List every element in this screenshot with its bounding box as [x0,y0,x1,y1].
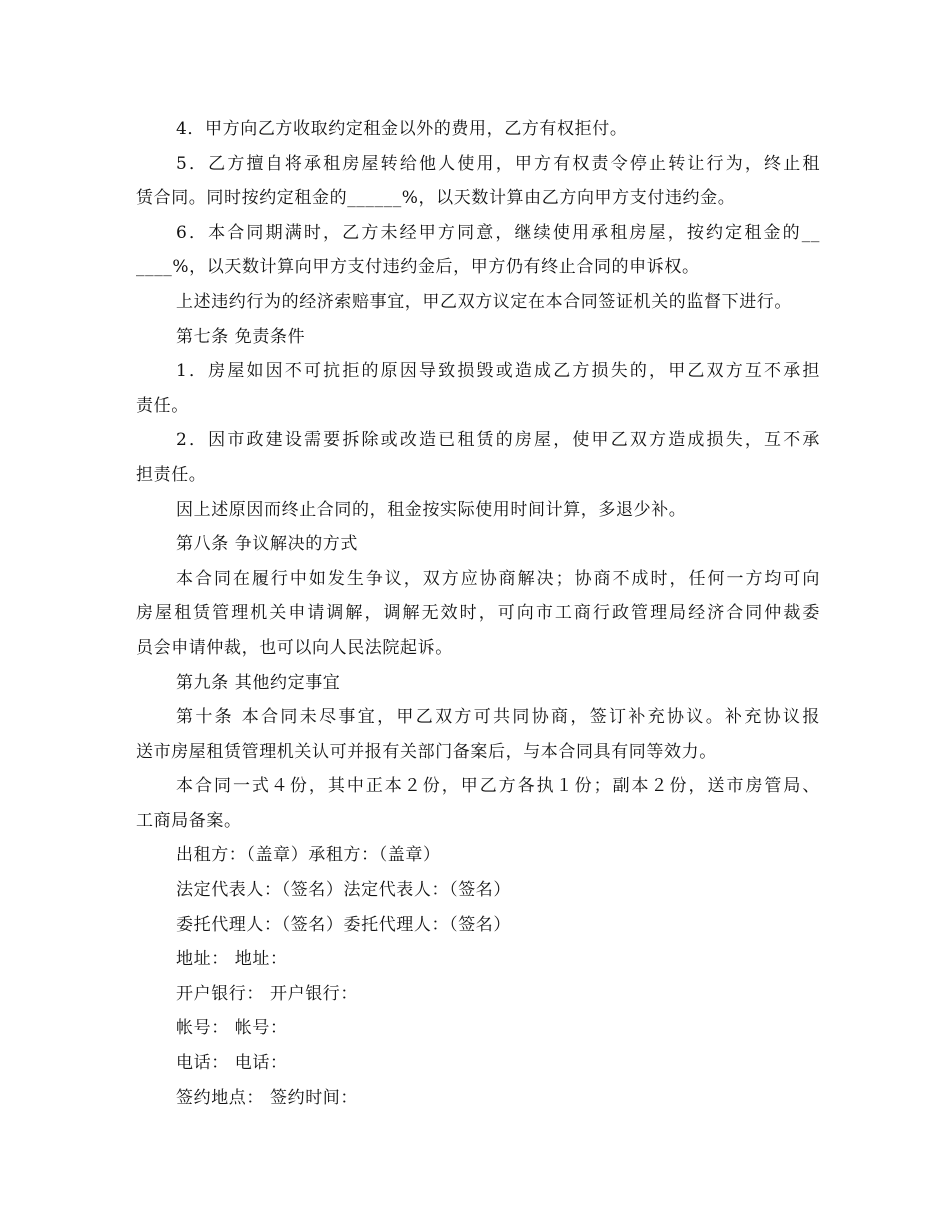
text-line: 电话： 电话： [176,1053,288,1074]
text-line: 本合同在履行中如发生争议，双方应协商解决；协商不成时，任何一方均可向 [176,568,820,589]
text-line: 上述违约行为的经济索赔事宜，甲乙双方议定在本合同签证机关的监督下进行。 [176,291,792,312]
text-line: 2．因市政建设需要拆除或改造已租赁的房屋，使甲乙双方造成损失，互不承 [176,430,820,451]
text-line: ____%，以天数计算向甲方支付违约金后，甲方仍有终止合同的申诉权。 [136,257,700,278]
text-line: 第八条 争议解决的方式 [176,534,359,555]
text-line: 出租方：（盖章）承租方：（盖章） [176,845,441,866]
text-line: 帐号： 帐号： [176,1018,288,1039]
text-line: 地址： 地址： [176,949,288,970]
text-line: 第十条 本合同未尽事宜，甲乙双方可共同协商，签订补充协议。补充协议报 [176,707,820,728]
text-line: 5．乙方擅自将承租房屋转给他人使用，甲方有权责令停止转让行为，终止租 [176,153,820,174]
text-line: 担责任。 [136,464,207,485]
text-line: 6．本合同期满时，乙方未经甲方同意，继续使用承租房屋，按约定租金的__ [176,222,820,243]
text-line: 1．房屋如因不可抗拒的原因导致损毁或造成乙方损失的，甲乙双方互不承担 [176,361,820,382]
text-line: 4．甲方向乙方收取约定租金以外的费用，乙方有权拒付。 [176,119,628,139]
text-line: 开户银行： 开户银行： [176,983,359,1004]
text-line: 委托代理人：（签名）委托代理人：（签名） [176,914,511,935]
text-line: 因上述原因而终止合同的，租金按实际使用时间计算，多退少补。 [176,499,687,520]
contract-text-body [136,112,820,1115]
text-line: 本合同一式４份，其中正本２份，甲乙方各执１份；副本２份，送市房管局、 [176,776,820,797]
text-line: 工商局备案。 [136,810,242,831]
text-line: 法定代表人：（签名）法定代表人：（签名） [176,880,511,901]
text-line: 签约地点： 签约时间： [176,1087,359,1108]
text-line: 员会申请仲裁，也可以向人民法院起诉。 [136,637,453,658]
text-line: 赁合同。同时按约定租金的______%，以天数计算由乙方向甲方支付违约金。 [136,188,736,209]
text-line: 房屋租赁管理机关申请调解，调解无效时，可向市工商行政管理局经济合同仲裁委 [136,603,820,624]
text-line: 第九条 其他约定事宜 [176,672,341,693]
text-line: 第七条 免责条件 [176,326,306,347]
text-line: 送市房屋租赁管理机关认可并报有关部门备案后，与本合同具有同等效力。 [136,741,717,762]
text-line: 责任。 [136,395,189,416]
